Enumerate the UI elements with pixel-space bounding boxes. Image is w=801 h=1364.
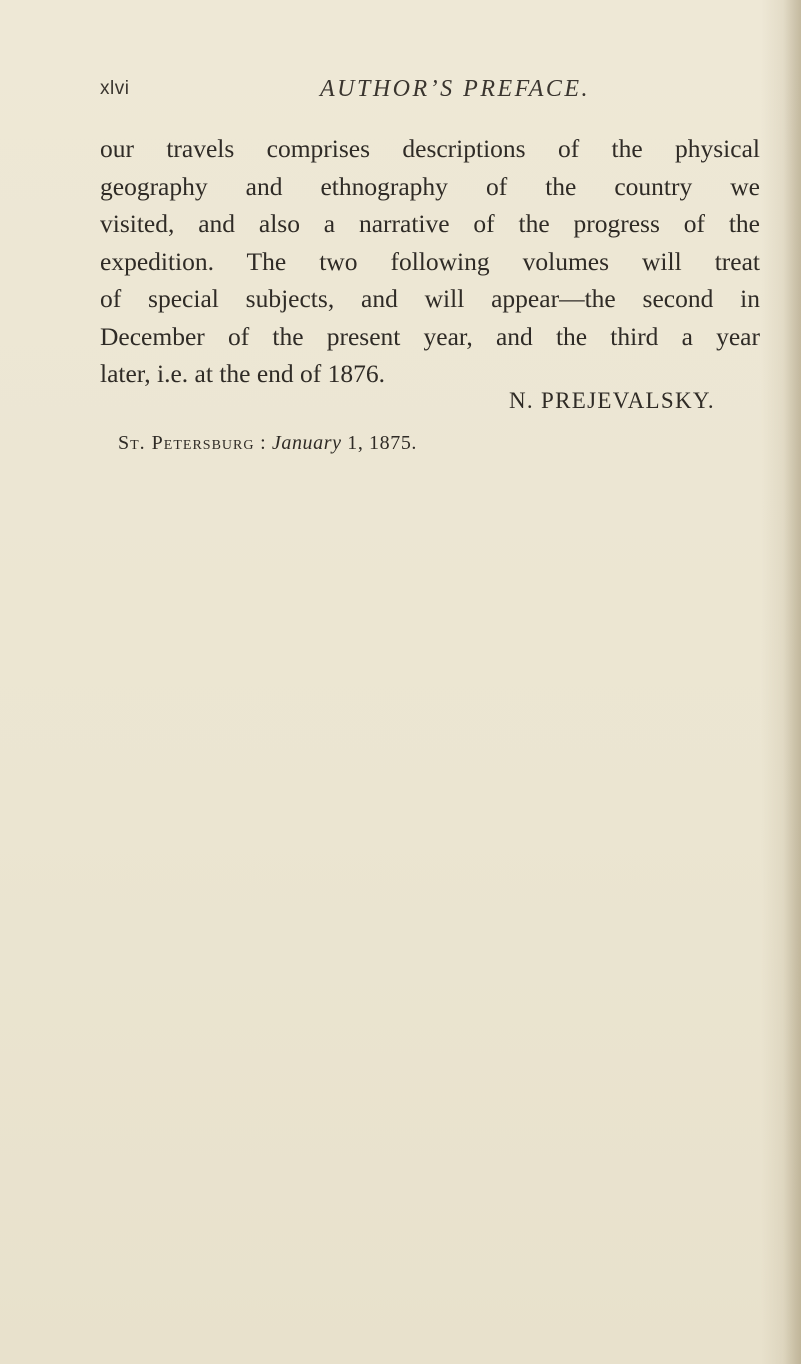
dateline-place: St. Petersburg <box>118 432 255 454</box>
text-line-7: later, i.e. at the end of 1876. <box>100 359 386 388</box>
dateline-day-year: 1, 1875. <box>347 432 418 454</box>
text-line-5: of special subjects, and will appear—the second in <box>100 284 760 313</box>
dateline <box>118 432 417 455</box>
dateline-month: January <box>271 432 342 454</box>
text-line-3: visited, and also a narrative of the progress of the <box>100 209 760 238</box>
dateline-separator: : <box>260 432 267 454</box>
text-line-2: geography and ethnography of the country we <box>100 171 760 201</box>
page-edge-shadow <box>783 0 801 1364</box>
author-signature: N. PREJEVALSKY. <box>509 388 715 413</box>
text-line-6: December of the present year, and the third a year <box>100 321 760 351</box>
text-line-1: our travels comprises descriptions of the physical <box>100 134 760 163</box>
body-paragraph <box>100 130 760 393</box>
running-title: AUTHOR’S PREFACE. <box>320 76 591 102</box>
page-number: xlvi <box>100 78 130 99</box>
text-line-4: expedition. The two following volumes will treat <box>100 246 760 276</box>
running-head <box>100 76 720 106</box>
